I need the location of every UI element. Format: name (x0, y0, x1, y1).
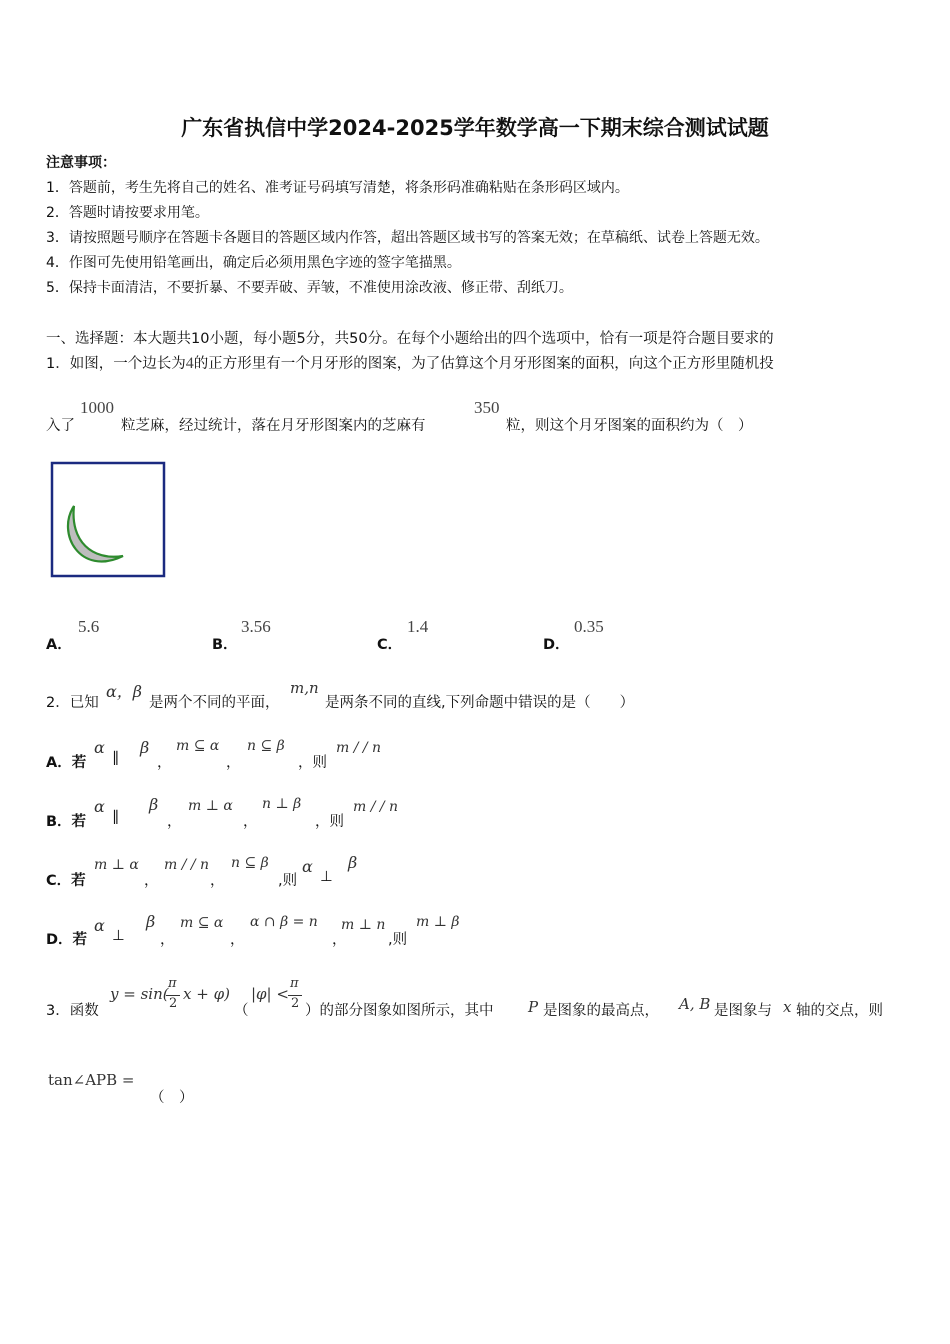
q2-a-result: m / / n (336, 740, 382, 756)
q2-c-comma: ， (144, 873, 159, 889)
q2-lines: m,n (290, 679, 319, 697)
q1-option-b-label: B． (212, 637, 238, 653)
q1-option-a-label: A． (46, 637, 72, 653)
q2-c-cond1: m ⊥ α (94, 857, 139, 873)
q1-option-c-value: 1.4 (407, 617, 429, 636)
q3-cond-num: π (290, 976, 299, 991)
section-heading: 一、选择题：本大题共10小题，每小题5分，共50分。在每个小题给出的四个选项中，恰有一项是符合题目要求的 (46, 331, 774, 347)
q3-answer-blank: （ ） (150, 1090, 194, 1106)
q2-a-alpha: α (94, 738, 105, 757)
q2-option-c-label: C．若 (46, 873, 86, 889)
q2-c-then: ,则 (278, 873, 298, 889)
q1-side: 4 (185, 355, 194, 372)
q1-line1 (46, 352, 774, 373)
q1-line2-a: 入了 (46, 418, 75, 434)
q1-total: 1000 (80, 398, 114, 417)
notice-item: 4．作图可先使用铅笔画出，确定后必须用黑色字迹的签字笔描黑。 (46, 255, 461, 271)
q2-d-cond3: m ⊥ n (341, 917, 386, 933)
q2-c-perp: ⊥ (320, 869, 333, 885)
notice-item: 1．答题前，考生先将自己的姓名、准考证号码填写清楚，将条形码准确粘贴在条形码区域内。 (46, 180, 629, 196)
notice-item: 5．保持卡面清洁，不要折暴、不要弄破、弄皱，不准使用涂改液、修正带、刮纸刀。 (46, 280, 573, 296)
q2-c-cond2: m / / n (164, 857, 210, 873)
q1-option-a-value: 5.6 (78, 617, 100, 636)
q2-option-a-label: A．若 (46, 755, 87, 771)
q3-frac-den: 2 (169, 996, 178, 1011)
q3-tan-expression: tan∠APB = (48, 1071, 135, 1089)
q1-option-d-label: D． (543, 637, 570, 653)
q2-b-parallel: ∥ (112, 809, 120, 825)
notice-item: 3．请按照题号顺序在答题卡各题目的答题区域内作答，超出答题区域书写的答案无效；在草稿纸、试卷上答题无效。 (46, 230, 769, 246)
q3-x-axis: x (783, 998, 792, 1016)
q1-line2-c: 粒，则这个月牙图案的面积约为（ ） (506, 418, 753, 434)
q2-b-alpha: α (94, 797, 105, 816)
q2-a-cond1: m ⊆ α (176, 738, 220, 754)
q3-stem-c: 是图象的最高点， (543, 1003, 659, 1019)
q2-c-comma: ， (210, 873, 225, 889)
q2-planes: α，β (106, 682, 143, 701)
q2-a-beta: β (140, 738, 150, 757)
q2-b-cond1: m ⊥ α (188, 798, 233, 814)
q2-b-comma: ， (167, 814, 182, 830)
q2-d-beta: β (146, 912, 156, 931)
crescent-figure (50, 461, 168, 579)
q2-a-cond2: n ⊆ β (247, 738, 285, 754)
q2-c-alpha: α (302, 857, 313, 876)
q3-stem-a: 3．函数 (46, 1003, 99, 1019)
q2-c-cond3: n ⊆ β (231, 855, 269, 871)
q2-d-comma: ， (230, 932, 245, 948)
q2-stem-a: 2．已知 (46, 695, 99, 711)
q3-func-rhs: x + φ) (183, 985, 230, 1003)
q2-a-then: ，则 (298, 755, 327, 771)
q2-stem-b: 是两个不同的平面， (149, 695, 280, 711)
q1-option-b-value: 3.56 (241, 617, 271, 636)
q2-d-comma: ， (160, 932, 175, 948)
q3-stem-d: 是图象与 (714, 1003, 772, 1019)
q1-option-c-label: C． (377, 637, 403, 653)
q2-d-cond2: α ∩ β = n (250, 914, 318, 930)
q2-d-then: ,则 (388, 932, 408, 948)
q3-stem-e: 轴的交点，则 (796, 1003, 883, 1019)
q3-cond-lhs: |φ| < (251, 985, 289, 1003)
q2-d-perp: ⊥ (112, 928, 125, 944)
q2-b-comma: ， (243, 814, 258, 830)
q3-cond-den: 2 (291, 996, 300, 1011)
q2-c-beta: β (348, 853, 358, 872)
crescent-shape (68, 506, 123, 562)
notice-heading: 注意事项： (46, 155, 116, 171)
q3-points-ab: A, B (679, 995, 711, 1013)
q2-option-d-label: D．若 (46, 932, 88, 948)
q2-b-cond2: n ⊥ β (262, 796, 302, 812)
q2-d-result: m ⊥ β (416, 914, 460, 930)
q3-cond-open: （ (234, 1003, 249, 1019)
q2-b-result: m / / n (353, 799, 399, 815)
q1-text: 的正方形里有一个月牙形的图案，为了估算这个月牙形图案的面积，向这个正方形里随机投 (193, 356, 774, 372)
q1-option-d-value: 0.35 (574, 617, 604, 636)
q2-a-comma: ， (157, 755, 172, 771)
q2-d-cond1: m ⊆ α (180, 915, 224, 931)
q2-stem-c: 是两条不同的直线,下列命题中错误的是（ ） (325, 695, 635, 711)
q2-b-then: ，则 (315, 814, 344, 830)
q3-frac-num: π (168, 976, 177, 991)
q1-text: 1．如图，一个边长为 (46, 356, 186, 372)
q2-option-b-label: B．若 (46, 814, 87, 830)
q2-a-parallel: ∥ (112, 750, 120, 766)
q1-line2-b: 粒芝麻，经过统计，落在月牙形图案内的芝麻有 (121, 418, 426, 434)
q2-d-comma: ， (332, 932, 347, 948)
notice-item: 2．答题时请按要求用笔。 (46, 205, 209, 221)
q3-func-lhs: y = sin( (110, 985, 169, 1003)
q3-point-p: P (528, 998, 539, 1016)
page-title: 广东省执信中学2024-2025学年数学高一下期末综合测试试题 (181, 116, 769, 140)
q3-stem-b: ）的部分图象如图所示，其中 (305, 1003, 494, 1019)
q2-b-beta: β (149, 795, 159, 814)
q2-d-alpha: α (94, 916, 105, 935)
q2-a-comma: ， (226, 755, 241, 771)
q1-inside: 350 (474, 398, 500, 417)
